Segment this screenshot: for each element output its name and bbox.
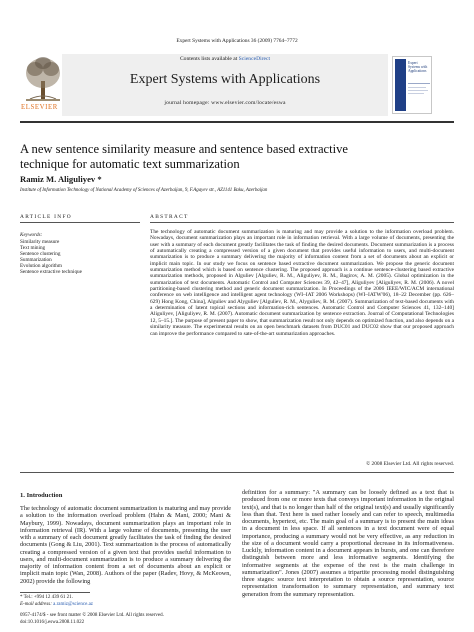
keywords-heading: Keywords:	[20, 232, 43, 238]
abstract-bottom-rule	[20, 472, 454, 473]
sciencedirect-link[interactable]: ScienceDirect	[238, 56, 271, 62]
journal-homepage[interactable]: journal homepage: www.elsevier.com/locate/eswa	[164, 100, 286, 106]
journal-cover-thumbnail	[392, 56, 432, 114]
footnote-tel: * Tel.: +994 12 439 61 21.	[20, 595, 73, 600]
abstract-text: The technology of automatic document summarization is maturing and may provide a solution to the information overload problem. Nowadays, document summarization plays an important role in information retrieval. With a large volume of documents, presenting the user with a summary of each document greatly facilitates the task of finding the desired documents. Document summarization is a process of automatically creating a compressed version of a given document that provides useful information to users, and multi-document summarization is to produce a summary delivering the majority of information content from a set of documents about an explicit or implicit main topic. In our study we focus on sentence based extractive document summarization. We propose the generic document summarization method which is based on sentence clustering. The proposed approach is a continue sentence-clustering based extractive summarization methods, proposed in Alguliev [Alguliev, R. M., Aliguliyev, R. M., Bagirov, A. M. (2005). Global optimization in the summarization of text documents. Automatic Control and Computer Sciences 39, 42–47], Aliguliyev [Aliguliyev, R. M. (2006). A novel partitioning-based clustering method and generic document summarization. In Proceedings of the 2006 IEEE/WIC/ACM international conference on web intelligence and intelligent agent technology (WI–IAT 2006 Workshops) (WI–IATW'06), 18–22 December (pp. 626–629) Hong Kong, China], Alguliev and Alyguliev [Alguliev, R. M., Alyguliev, R. M. (2007). Summarization of text-based documents with a determination of latent topical sections and information-rich sentences. Automatic Control and Computer Sciences 41, 132–140] Aliguliyev, [Aliguliyev, R. M. (2007). Automatic document summarization by sentence extraction. Journal of Computational Technologies 12, 5–15.]. The purpose of present paper to show, that summarization result not only depends on optimized function, and also depends on a similarity measure. The experimental results on an open benchmark datasets from DUC01 and DUC02 show that our proposed approach can improve the performance compared to sate-of-the-art summarization approaches.	[150, 229, 454, 337]
intro-left-column: The technology of automatic document summarization is maturing and may provide a solution to the information overload problem (Hahn & Mani, 2000; Mani & Maybury, 1999). Nowadays, document summarization plays an important role in information retrieval (IR). With a large volume of documents, presenting the user with a summary of each document greatly facilitates the task of finding the desired documents (Gong & Liu, 2001). Text summarization is the process of automatically creating a compressed version of a given text that provides useful information to users, and multi-document summarization is to produce a summary delivering the majority of information content from a set of documents about an explicit or implicit main topic (Wan, 2008). Authors of the paper (Radev, Hovy, & McKeown, 2002) provide the following	[20, 505, 231, 585]
journal-title: Expert Systems with Applications	[129, 72, 321, 87]
contents-prefix: Contents lists available at	[179, 56, 239, 62]
keyword-item: Text mining	[20, 245, 46, 251]
elsevier-tree-logo	[22, 55, 64, 103]
keyword-item: Summarization	[20, 257, 52, 263]
cover-title: Expert Systems with Applications	[408, 61, 428, 73]
author-name: Ramiz M. Aliguliyev *	[20, 174, 102, 184]
email-link[interactable]: a.ramiz@science.az	[53, 602, 94, 607]
issn-line: 0957-4174/$ - see front matter © 2008 Elsevier Ltd. All rights reserved.	[20, 613, 164, 618]
journal-reference: Expert Systems with Applications 36 (2009) 7764–7772	[176, 38, 298, 44]
footnote-rule	[20, 592, 90, 593]
author-affiliation: Institute of Information Technology of National Academy of Sciences of Azerbaijan, 9, F.Agayev str., AZ1141 Baku, Azerbaijan	[20, 188, 268, 193]
keyword-item: Sentence extractive technique	[20, 269, 82, 275]
keyword-item: Sentence clustering	[20, 251, 61, 257]
doi-line[interactable]: doi:10.1016/j.eswa.2008.11.022	[20, 620, 85, 625]
article-info-heading: ARTICLE INFO	[20, 214, 72, 220]
section-heading-introduction: 1. Introduction	[20, 492, 63, 499]
footnote-email	[20, 602, 93, 607]
intro-right-column: definition for a summary: "A summary can be loosely defined as a text that is produced from one or more texts that conveys important information in the original text(s), and that is no longer than half of the original text(s) and usually significantly less than that. Text here is used rather loosely and can refer to speech, multimedia documents, hypertext, etc. The main goal of a summary is to present the main ideas in a document in less space. If all sentences in a text document were of equal importance, producing a summary would not be very effective, as any reduction in the size of a document would carry a proportional decrease in its informativeness. Luckily, information content in a document appears in bursts, and one can therefore distinguish between more and less informative segments. Identifying the informative segments at the expense of the rest is the main challenge in summarization". Jones (2007) assumes a tripartite processing model distinguishing three stages: source text interpretation to obtain a source representation, source representation transformation to summary representation, and summary text generation from the summary representation.	[242, 489, 454, 598]
keyword-item: Similarity measure	[20, 239, 60, 245]
title-line-1: A new sentence similarity measure and sentence based extractive	[20, 142, 349, 156]
keyword-item: Evolution algorithm	[20, 263, 62, 269]
paper-title	[20, 142, 440, 172]
abstract-copyright: © 2008 Elsevier Ltd. All rights reserved.	[366, 461, 454, 467]
contents-availability	[62, 56, 388, 62]
publisher-logo-text: ELSEVIER	[21, 104, 58, 111]
header-divider	[20, 121, 454, 123]
abstract-rule	[150, 222, 454, 223]
title-line-2: technique for automatic text summarization	[20, 157, 240, 171]
email-label: E-mail address:	[20, 602, 54, 607]
cover-spine	[395, 59, 406, 111]
article-info-rule	[20, 222, 140, 223]
abstract-heading: ABSTRACT	[150, 214, 189, 220]
